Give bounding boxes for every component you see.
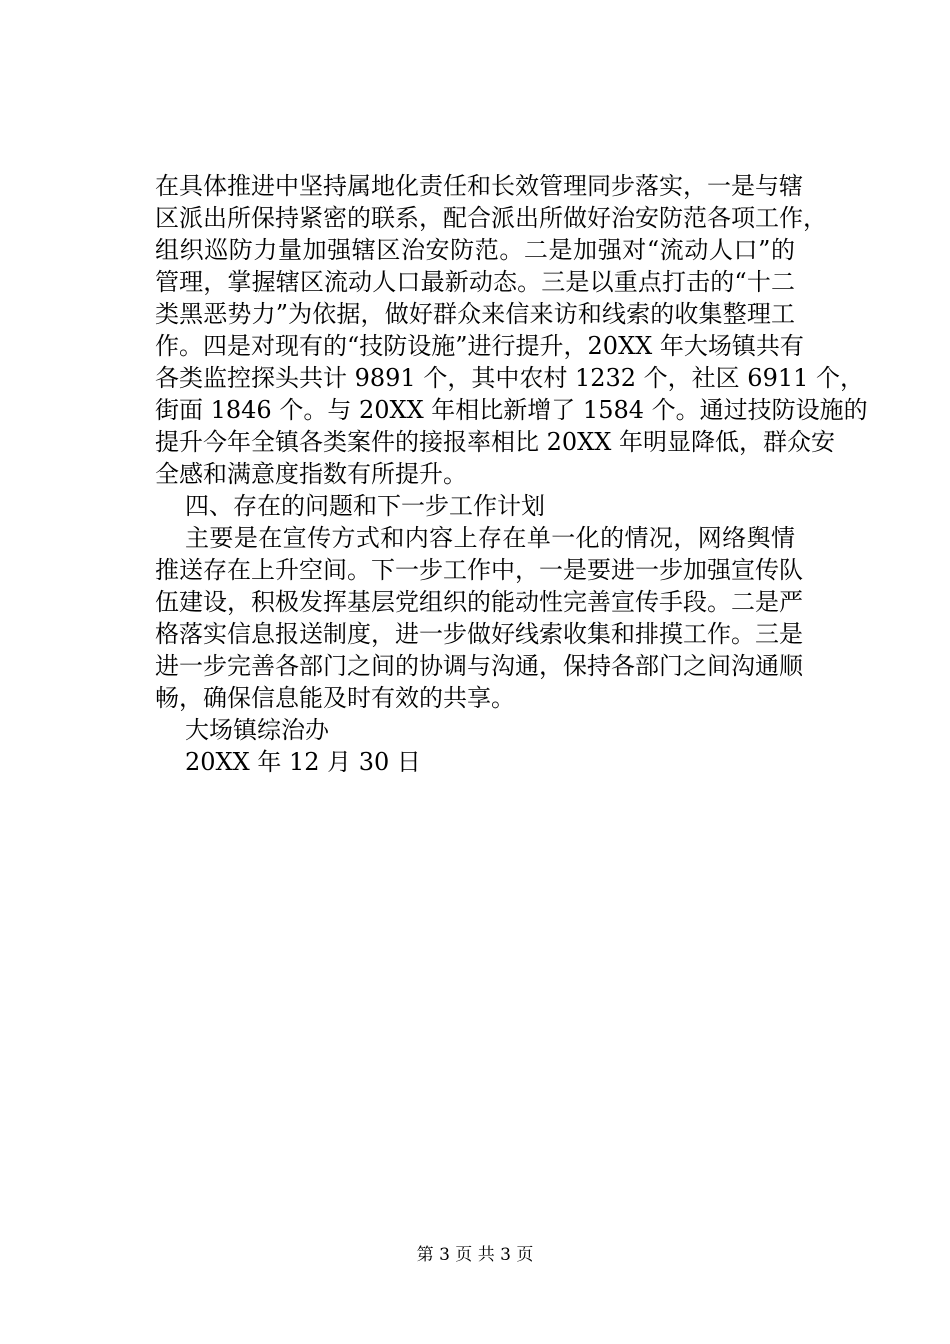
document-body — [155, 170, 868, 778]
paragraph-line: 全感和满意度指数有所提升。 — [155, 460, 467, 488]
paragraph-line: 区派出所保持紧密的联系，配合派出所做好治安防范各项工作， — [155, 204, 827, 232]
paragraph-line: 组织巡防力量加强辖区治安防范。二是加强对“流动人口”的 — [155, 236, 795, 264]
paragraph-line: 类黑恶势力”为依据，做好群众来信来访和线索的收集整理工 — [155, 300, 795, 328]
paragraph-line: 在具体推进中坚持属地化责任和长效管理同步落实，一是与辖 — [155, 172, 803, 200]
paragraph-line: 畅，确保信息能及时有效的共享。 — [155, 684, 515, 712]
paragraph-line: 作。四是对现有的“技防设施”进行提升，20XX 年大场镇共有 — [155, 332, 804, 360]
paragraph-line: 推送存在上升空间。下一步工作中，一是要进一步加强宣传队 — [155, 556, 803, 584]
paragraph-line: 管理，掌握辖区流动人口最新动态。三是以重点打击的“十二 — [155, 268, 795, 296]
paragraph-line: 伍建设，积极发挥基层党组织的能动性完善宣传手段。二是严 — [155, 588, 803, 616]
paragraph-line: 格落实信息报送制度，进一步做好线索收集和排摸工作。三是 — [155, 620, 803, 648]
paragraph-line: 进一步完善各部门之间的协调与沟通，保持各部门之间沟通顺 — [155, 652, 803, 680]
paragraph-line: 提升今年全镇各类案件的接报率相比 20XX 年明显降低，群众安 — [155, 428, 835, 456]
page-number-footer: 第 3 页 共 3 页 — [416, 1245, 534, 1265]
paragraph-line: 街面 1846 个。与 20XX 年相比新增了 1584 个。通过技防设施的 — [155, 396, 868, 424]
paragraph-line: 各类监控探头共计 9891 个，其中农村 1232 个，社区 6911 个， — [155, 364, 865, 392]
section-heading: 四、存在的问题和下一步工作计划 — [185, 492, 545, 520]
paragraph-line: 主要是在宣传方式和内容上存在单一化的情况，网络舆情 — [185, 524, 795, 552]
signature-date: 20XX 年 12 月 30 日 — [185, 748, 421, 776]
signature-org: 大场镇综治办 — [185, 716, 329, 744]
